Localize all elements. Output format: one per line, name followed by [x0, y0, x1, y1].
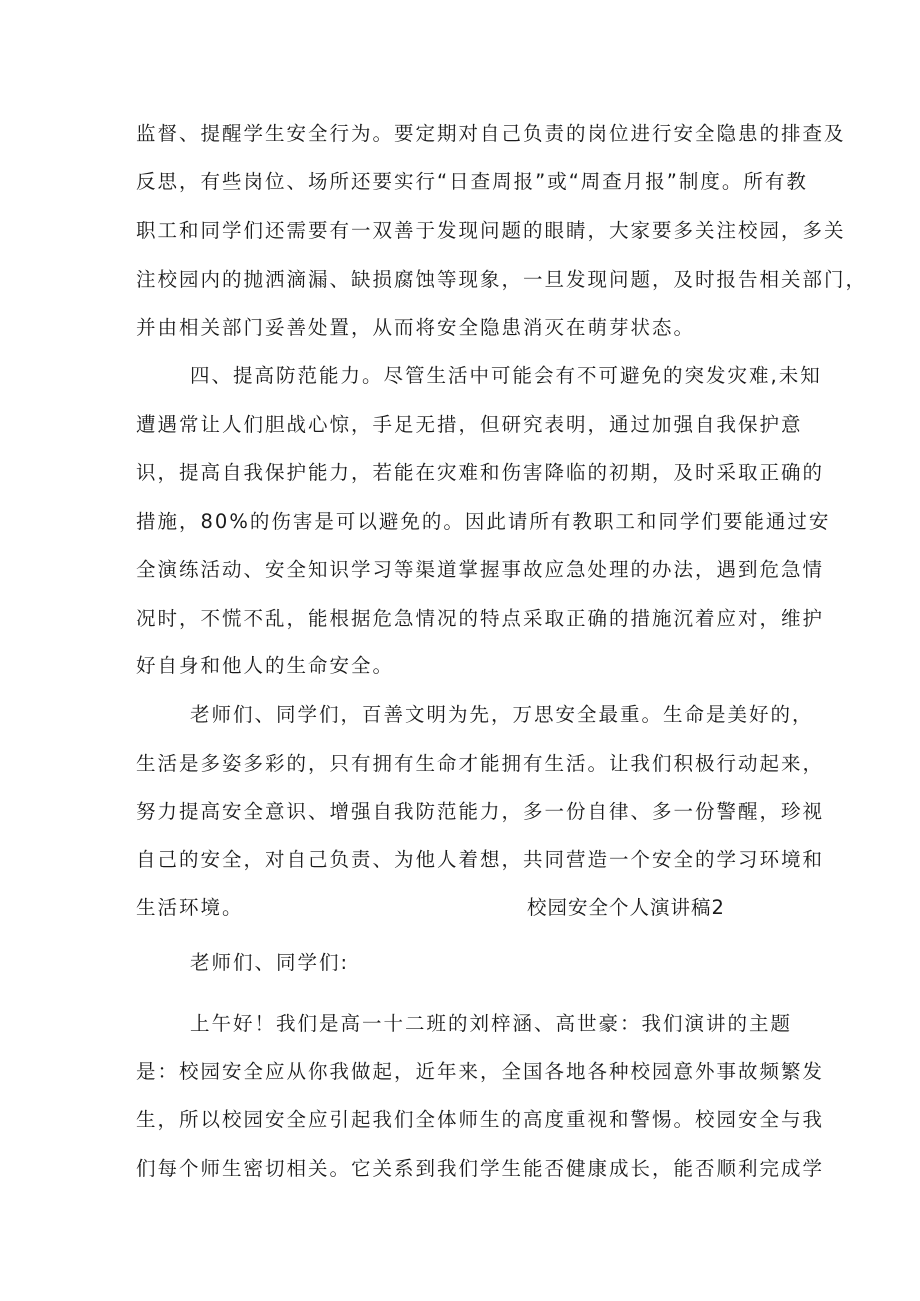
- paragraph-start-line: 四、提高防范能力。尽管生活中可能会有不可避免的突发灾难,未知: [190, 364, 822, 387]
- text-line: 自己的安全，对自己负责、为他人着想，共同营造一个安全的学习环境和: [136, 848, 825, 871]
- text-line: 监督、提醒学生安全行为。要定期对自己负责的岗位进行安全隐患的排查及: [136, 122, 846, 145]
- paragraph-start-line: 老师们、同学们，百善文明为先，万思安全最重。生命是美好的，: [190, 703, 814, 726]
- text-line: 全演练活动、安全知识学习等渠道掌握事故应急处理的办法，遇到危急情: [136, 558, 825, 581]
- text-line: 措施，80%的伤害是可以避免的。因此请所有教职工和同学们要能通过安: [136, 510, 831, 533]
- text-line: 生活是多姿多彩的，只有拥有生命才能拥有生活。让我们积极行动起来，: [136, 752, 825, 775]
- text-line: 并由相关部门妥善处置，从而将安全隐患消灭在萌芽状态。: [136, 316, 696, 339]
- text-line: 努力提高安全意识、增强自我防范能力，多一份自律、多一份警醒，珍视: [136, 800, 825, 823]
- section-title: 校园安全个人演讲稿2: [527, 896, 725, 919]
- text-line: 是：校园安全应从你我做起，近年来，全国各地各种校园意外事故频繁发: [136, 1060, 825, 1083]
- text-line: 们每个师生密切相关。它关系到我们学生能否健康成长，能否顺利完成学: [136, 1157, 825, 1180]
- text-line: 注校园内的抛洒滴漏、缺损腐蚀等现象，一旦发现问题，及时报告相关部门，: [136, 268, 868, 291]
- text-line: 况时，不慌不乱，能根据危急情况的特点采取正确的措施沉着应对，维护: [136, 607, 825, 630]
- text-line: 好自身和他人的生命安全。: [136, 654, 395, 677]
- text-line: 反思，有些岗位、场所还要实行“日查周报”或“周查月报”制度。所有教: [136, 170, 808, 193]
- text-line: 职工和同学们还需要有一双善于发现问题的眼睛，大家要多关注校园，多关: [136, 219, 846, 242]
- text-line: 生活环境。: [136, 896, 244, 919]
- paragraph-start-line: 上午好！我们是高一十二班的刘梓涵、高世豪：我们演讲的主题: [190, 1012, 793, 1035]
- text-line: 识，提高自我保护能力，若能在灾难和伤害降临的初期，及时采取正确的: [136, 461, 825, 484]
- text-line: 生，所以校园安全应引起我们全体师生的高度重视和警惕。校园安全与我: [136, 1108, 825, 1131]
- text-line: 遭遇常让人们胆战心惊，手足无措，但研究表明，通过加强自我保护意: [136, 413, 803, 436]
- salutation-line: 老师们、同学们:: [190, 951, 350, 974]
